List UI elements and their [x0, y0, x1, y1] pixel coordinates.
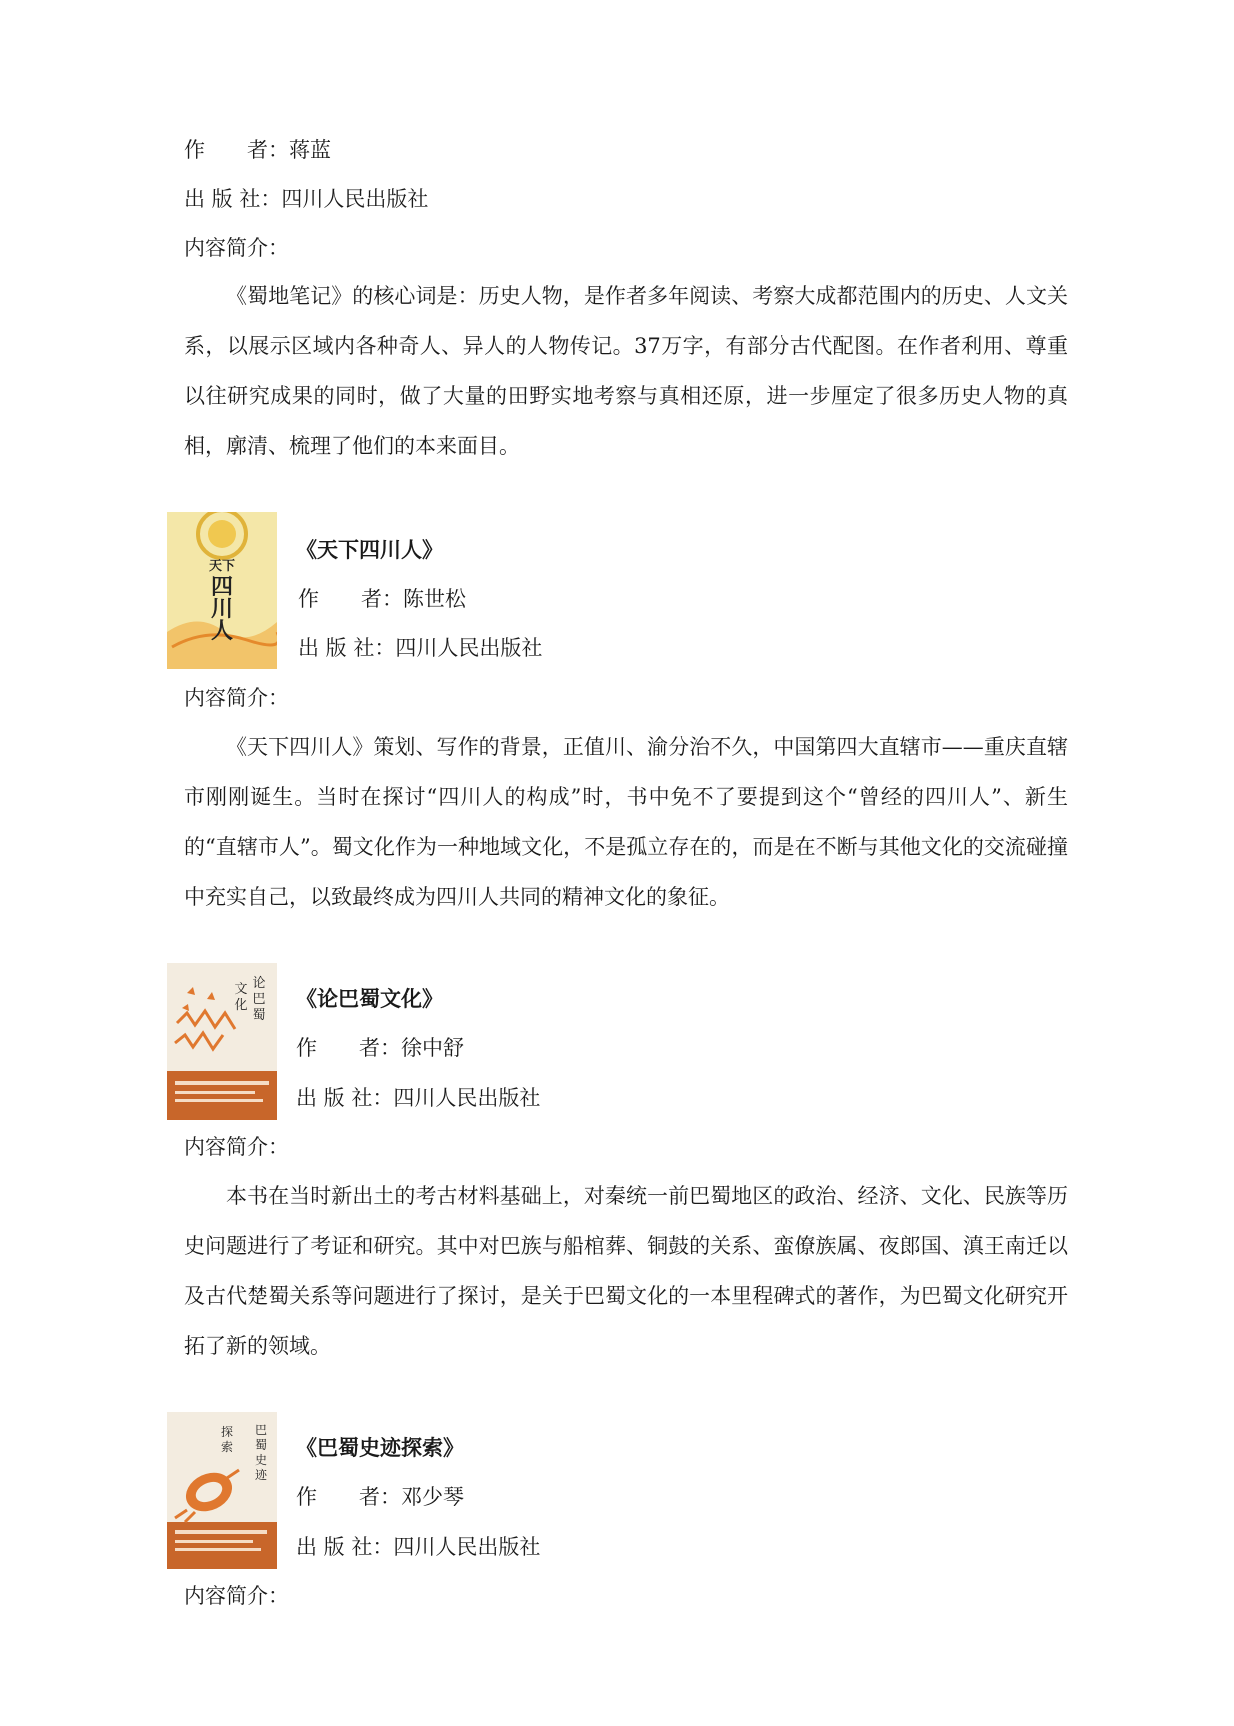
svg-text:史: 史	[254, 1453, 268, 1467]
publisher-label: 出 版 社：	[298, 636, 396, 660]
book1-publisher-line	[184, 185, 428, 213]
book3-author-line	[296, 1034, 464, 1062]
svg-text:蜀: 蜀	[254, 1438, 268, 1452]
publisher-label: 出 版 社：	[184, 187, 282, 211]
publisher-label: 出 版 社：	[296, 1535, 394, 1559]
author-label: 作 者：	[296, 1036, 401, 1060]
book2-intro-text: 《天下四川人》策划、写作的背景，正值川、渝分治不久，中国第四大直辖市——重庆直辖市刚刚诞生。当时在探讨“四川人的构成”时，书中免不了要提到这个“曾经的四川人”、新生的“直辖市人”。蜀文化作为一种地域文化，不是孤立存在的，而是在不断与其他文化的交流碰撞中充实自己，以致最终成为四川人共同的精神文化的象征。	[184, 735, 1068, 909]
svg-text:探: 探	[220, 1425, 234, 1439]
author-name: 陈世松	[403, 587, 466, 611]
book2-cover-image	[167, 512, 277, 669]
author-name: 徐中舒	[401, 1036, 464, 1060]
book4-title: 《巴蜀史迹探索》	[296, 1436, 464, 1460]
svg-text:索: 索	[220, 1440, 234, 1454]
book3-intro-label: 内容简介：	[184, 1135, 289, 1159]
book2-publisher-line	[298, 634, 542, 662]
author-name: 蒋蓝	[289, 138, 331, 162]
svg-text:巴: 巴	[252, 992, 266, 1007]
svg-text:论: 论	[252, 976, 266, 991]
book3-publisher-line	[296, 1084, 540, 1112]
book1-intro-label: 内容简介：	[184, 236, 289, 260]
book4-intro-label: 内容简介：	[184, 1584, 289, 1608]
author-name: 邓少琴	[401, 1485, 464, 1509]
publisher-name: 四川人民出版社	[281, 187, 429, 211]
book2-title: 《天下四川人》	[296, 538, 443, 562]
book2-author-line	[298, 585, 466, 613]
book3-title: 《论巴蜀文化》	[296, 987, 443, 1011]
svg-text:人: 人	[210, 619, 234, 644]
svg-text:迹: 迹	[254, 1468, 268, 1482]
svg-text:文: 文	[234, 982, 248, 997]
book4-publisher-line	[296, 1533, 540, 1561]
svg-text:化: 化	[234, 998, 248, 1013]
svg-text:蜀: 蜀	[252, 1008, 266, 1023]
svg-text:川: 川	[210, 597, 234, 622]
book3-cover-image	[167, 963, 277, 1120]
book3-intro-text: 本书在当时新出土的考古材料基础上，对秦统一前巴蜀地区的政治、经济、文化、民族等历史问题进行了考证和研究。其中对巴族与船棺葬、铜鼓的关系、蛮僚族属、夜郎国、滇王南迁以及古代楚蜀关系等问题进行了探讨，是关于巴蜀文化的一本里程碑式的著作，为巴蜀文化研究开拓了新的领域。	[184, 1184, 1068, 1358]
publisher-label: 出 版 社：	[296, 1086, 394, 1110]
publisher-name: 四川人民出版社	[393, 1535, 541, 1559]
book2-intro-label: 内容简介：	[184, 686, 289, 710]
publisher-name: 四川人民出版社	[393, 1086, 541, 1110]
svg-text:四: 四	[210, 575, 234, 600]
book4-author-line	[296, 1483, 464, 1511]
author-label: 作 者：	[298, 587, 403, 611]
book4-cover-image	[167, 1412, 277, 1569]
cover-title-small: 天下	[208, 559, 236, 574]
book1-author-line	[184, 136, 331, 164]
svg-text:巴: 巴	[254, 1423, 268, 1437]
author-label: 作 者：	[296, 1485, 401, 1509]
author-label: 作 者：	[184, 138, 289, 162]
publisher-name: 四川人民出版社	[395, 636, 543, 660]
book1-intro-text: 《蜀地笔记》的核心词是：历史人物，是作者多年阅读、考察大成都范围内的历史、人文关系，以展示区域内各种奇人、异人的人物传记。37万字，有部分古代配图。在作者利用、尊重以往研究成果的同时，做了大量的田野实地考察与真相还原，进一步厘定了很多历史人物的真相，廓清、梳理了他们的本来面目。	[184, 284, 1068, 458]
